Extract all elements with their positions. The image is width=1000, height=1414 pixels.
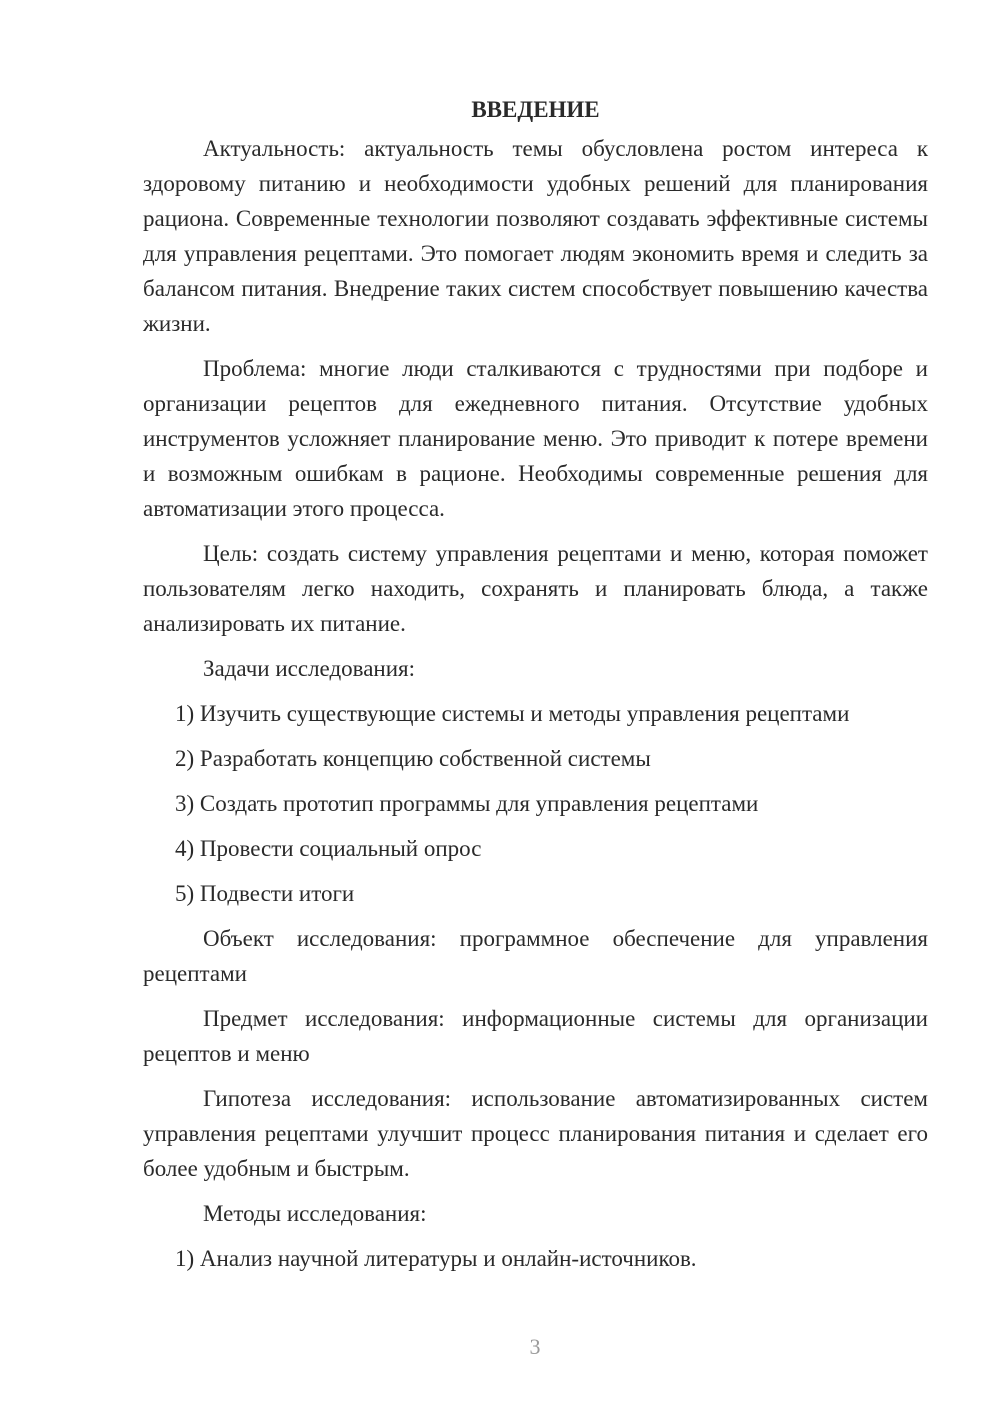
goal-paragraph: Цель: создать систему управления рецептами и меню, которая поможет пользователям легко находить, сохранять и планировать блюда, а также анализировать их питание. [143, 541, 928, 636]
task-item: 4) Провести социальный опрос [175, 836, 482, 861]
problem-paragraph: Проблема: многие люди сталкиваются с трудностями при подборе и организации рецептов для ежедневного питания. Отсутствие удобных инструментов усложняет планирование меню. Это приводит к потере времени и возможным ошибкам в рационе. Необходимы современные решения для автоматизации этого процесса. [143, 356, 928, 521]
task-item: 2) Разработать концепцию собственной системы [175, 746, 651, 771]
hypothesis-paragraph: Гипотеза исследования: использование автоматизированных систем управления рецептами улучшит процесс планирования питания и сделает его более удобным и быстрым. [143, 1086, 928, 1181]
task-item: 1) Изучить существующие системы и методы управления рецептами [175, 701, 850, 726]
methods-heading: Методы исследования: [203, 1201, 427, 1226]
object-paragraph: Объект исследования: программное обеспечение для управления рецептами [143, 926, 928, 986]
tasks-heading: Задачи исследования: [203, 656, 416, 681]
subject-paragraph: Предмет исследования: информационные системы для организации рецептов и меню [143, 1006, 928, 1066]
page-number: 3 [529, 1334, 541, 1359]
document-page [143, 95, 928, 1286]
page-title: ВВЕДЕНИЕ [471, 97, 600, 122]
task-item: 5) Подвести итоги [175, 881, 355, 906]
task-item: 3) Создать прототип программы для управления рецептами [175, 791, 759, 816]
method-item: 1) Анализ научной литературы и онлайн-источников. [175, 1246, 697, 1271]
relevance-paragraph: Актуальность: актуальность темы обусловлена ростом интереса к здоровому питанию и необходимости удобных решений для планирования рациона. Современные технологии позволяют создавать эффективные системы для управления рецептами. Это помогает людям экономить время и следить за балансом питания. Внедрение таких систем способствует повышению качества жизни. [143, 136, 928, 336]
